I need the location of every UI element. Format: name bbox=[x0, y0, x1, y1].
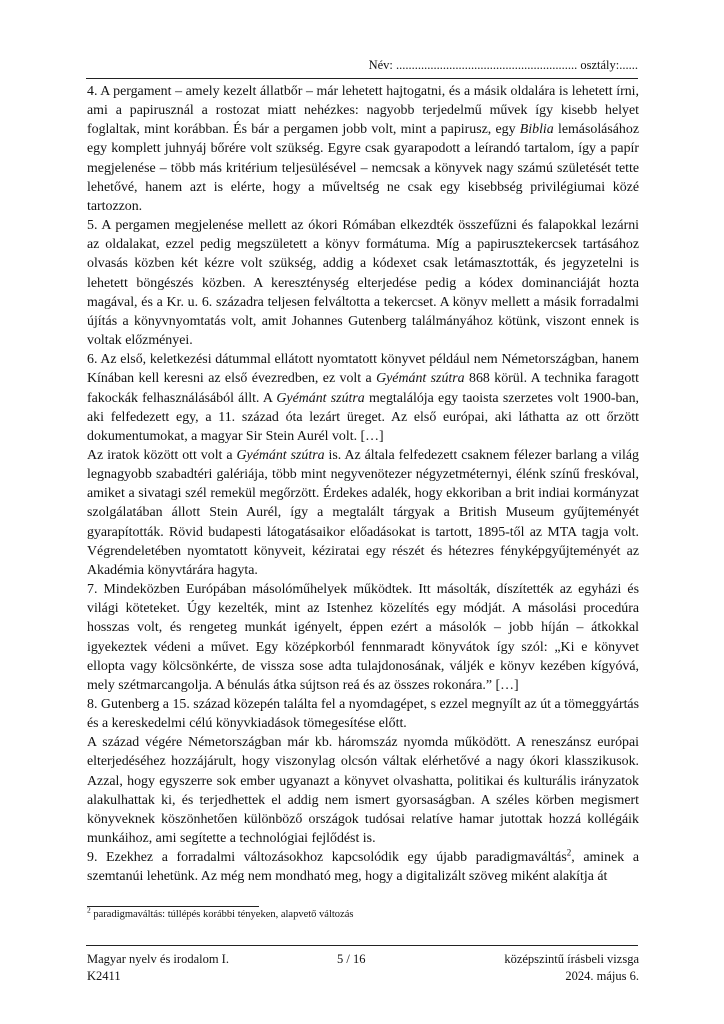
paragraph-text: 7. Mindeközben Európában másolóműhelyek működtek. Itt másolták, díszítették az egyházi és világi köteteket. Úgy kezelték, mint az Istenhez közelítés egy módját. A másolási procedúra hosszas volt, és rengeteg munkát igényelt, éppen ezért a másolók – jobb híján – átkokkal igyekeztek védeni a művet. Egy középkorból fennmaradt könyvátok így szól: „Ki e könyvet ellopta vagy kölcsönkérte, de vissza sose adta tulajdonosának, váljék e könyv kezében kígyóvá, mely szétmarcangolja. A bénulás átka sújtson reá és az összes rokonára.” […] bbox=[87, 582, 639, 693]
paragraph bbox=[87, 695, 639, 733]
paragraph bbox=[87, 446, 639, 580]
paragraph bbox=[87, 848, 639, 886]
footnote-text: paradigmaváltás: túllépés korábbi tényeken, alapvető változás bbox=[90, 909, 354, 920]
footer-divider bbox=[86, 945, 638, 946]
paragraph-text: , aminek a szemtanúi lehetünk. Az még nem mondható meg, hogy a digitalizált szöveg miként alakítja át bbox=[87, 850, 639, 885]
article-body bbox=[87, 82, 639, 887]
paragraph bbox=[87, 580, 639, 695]
paragraph-text: Az iratok között ott volt a bbox=[87, 447, 237, 463]
footer-subject: Magyar nyelv és irodalom I. bbox=[87, 952, 229, 966]
italic-title: Gyémánt szútra bbox=[276, 390, 365, 406]
paragraph-text: 9. Ezekhez a forradalmi változásokhoz kapcsolódik egy újabb paradigmaváltás bbox=[87, 850, 567, 866]
footnote bbox=[87, 905, 354, 921]
paragraph bbox=[87, 82, 639, 216]
paragraph-text: A század végére Németországban már kb. háromszáz nyomda működött. A reneszánsz európai elterjedéséhez hozzájárult, hogy viszonylag olcsón váltak elérhetővé a nagy ókori klasszikusok. Azzal, hogy egyszerre sok ember ugyanazt a könyvet olvashatta, politikai és kulturális irányzatok alakulhattak ki, és terjedhettek el addig nem ismert gyorsaságban. A széles körben megismert könyveknek köszönhetően különböző országok tudósai relatíve hamar jutottak hozzá kollégáik munkáihoz, ami segítette a technológiai fejlődést is. bbox=[87, 735, 639, 847]
paragraph bbox=[87, 350, 639, 446]
footnote-divider bbox=[87, 906, 259, 907]
italic-title: Gyémánt szútra bbox=[236, 447, 325, 463]
paragraph-text: 4. A pergament – amely kezelt állatbőr – már lehetett hajtogatni, és a másik oldalára is lehetett írni, ami a papirusznál a rostozat miatt nehézkes: nagyobb terjedelmű művek így kisebb helyet foglaltak, mint korábban. És bár a pergamen jobb volt, mint a papirusz, egy bbox=[87, 84, 639, 138]
paragraph bbox=[87, 216, 639, 350]
footer-exam-type: középszintű írásbeli vizsga bbox=[504, 952, 639, 966]
footer-exam-date: 2024. május 6. bbox=[565, 968, 639, 983]
footnote-reference: 2 bbox=[566, 847, 572, 858]
page-number: 5 / 16 bbox=[337, 952, 366, 966]
footer-exam-code: K2411 bbox=[87, 968, 121, 983]
student-name-class-field: Név: .......................................................... osztály:...... bbox=[368, 58, 638, 72]
paragraph-text: 868 körül. A technika faragott fakockák felhasználásából állt. A bbox=[87, 371, 639, 406]
italic-title: Biblia bbox=[519, 122, 554, 138]
paragraph bbox=[87, 733, 639, 848]
italic-title: Gyémánt szútra bbox=[376, 371, 465, 387]
paragraph-text: megtalálója egy taoista szerzetes volt 1900-ban, aki felfedezett egy, a 11. század óta lezárt üreget. Az első európai, aki láthatta az ott őrzött dokumentumokat, a magyar Sir Stein Aurél volt. […] bbox=[87, 390, 639, 444]
paragraph-text: 5. A pergamen megjelenése mellett az ókori Rómában elkezdték összefűzni és falapokkal lezárni az oldalakat, ezzel pedig megszületett a könyv formátuma. Míg a papirusztekercsek tartásához olvasás közben két kézre volt szükség, addig a kódexet csak letámasztották, és jegyzetelni is lehetett böngészés közben. A kereszténység elterjedése pedig a kódex dominanciáját hozta magával, és a Kr. u. 6. századra teljesen felváltotta a tekercset. A könyv mellett a másik forradalmi újítás a könyvnyomtatás volt, amit Johannes Gutenberg találmányához kötünk, viszont ennek is voltak előzményei. bbox=[87, 218, 639, 349]
paragraph-text: 8. Gutenberg a 15. század közepén találta fel a nyomdagépet, s ezzel megnyílt az út a tömeggyártás és a kereskedelmi célú könyvkiadások tömegesítése előtt. bbox=[87, 697, 639, 732]
paragraph-text: 6. Az első, keletkezési dátummal ellátott nyomtatott könyvet például nem Németországban, hanem Kínában kell keresni az első évezredben, ez volt a bbox=[87, 352, 639, 387]
header-divider bbox=[86, 78, 638, 79]
paragraph-text: lemásolásához egy komplett juhnyáj bőrére volt szükség. Egyre csak gyarapodott a leírandó tartalom, így a papír megjelenése – több más kritérium teljesülésével – nemcsak a könyvek nagy számú születését tette lehetővé, hanem azt is elérte, hogy a műveltség ne csak egy kisebbség privilégiumai közé tartozzon. bbox=[87, 122, 639, 214]
paragraph-text: is. Az általa felfedezett csaknem félezer barlang a világ legnagyobb szabadtéri galériája, több mint negyvenötezer négyzetméternyi, élénk színű freskóval, amiket a sivatagi szél remekül megőrzött. Érdekes adalék, hogy ekkoriban a brit indiai kormányzat szolgálatában állott Stein Aurél, így a megtalált tárgyak a British Museum gyűjteményét gyarapították. Rövid budapesti látogatásaikor előadásokat is tartott, 1895-től az MTA tagja volt. Végrendeletében nyomtatott könyveit, kéziratai egy részét és hétezres fényképgyűjteményét az Akadémia könyvtárára hagyta. bbox=[87, 447, 639, 578]
footnote-marker: 2 bbox=[87, 905, 91, 915]
